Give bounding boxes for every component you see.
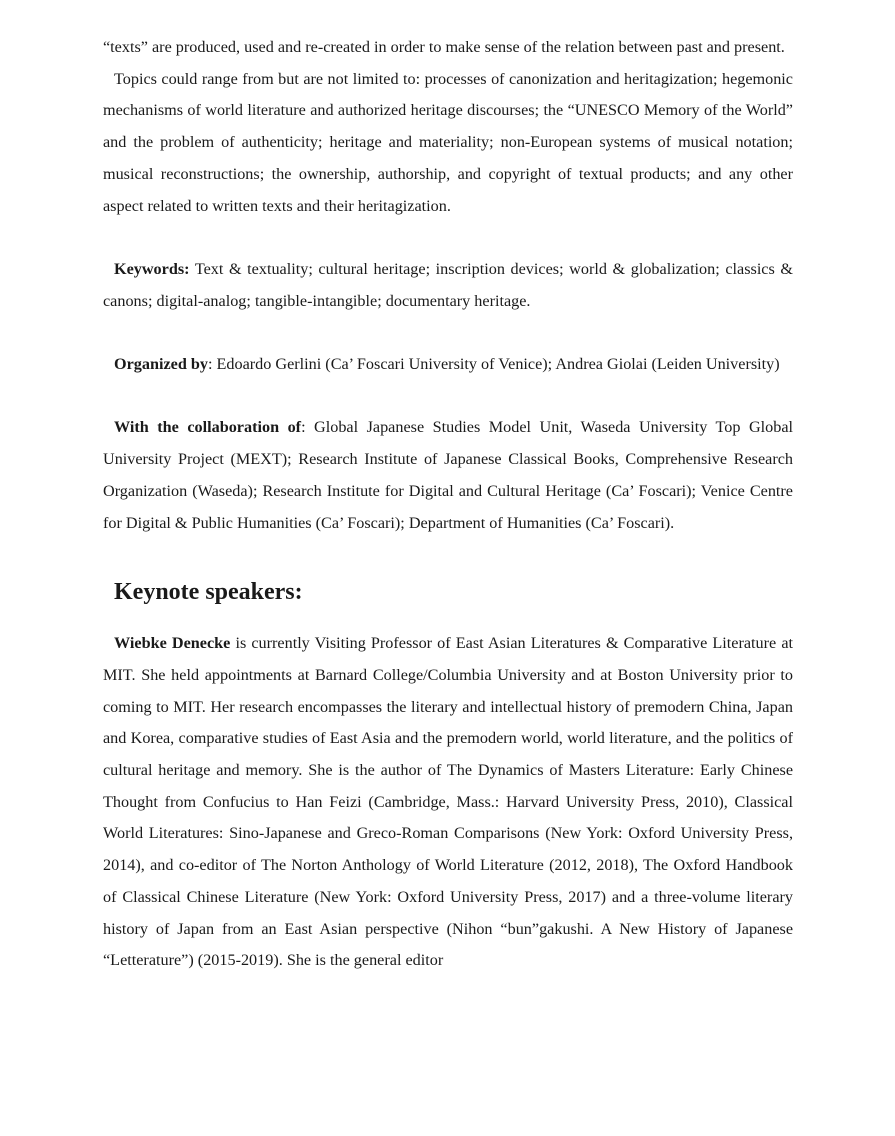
- keynote-speakers-heading: Keynote speakers:: [114, 579, 303, 606]
- organizers-text: : Edoardo Gerlini (Ca’ Foscari University of Venice); Andrea Giolai (Leiden University): [207, 355, 780, 373]
- speaker-bio-paragraph: [103, 628, 793, 977]
- collaboration-label: With the collaboration of: [114, 418, 302, 437]
- collaboration-text: : Global Japanese Studies Model Unit, Waseda University Top Global University Project (MEXT); Research Institute of Japanese Classical Books, Comprehensive Research Organization (Waseda); Research Institute for Digital and Cultural Heritage (Ca’ Foscari); Venice Centre for Digital & Public Humanities (Ca’ Foscari); Department of Humanities (Ca’ Foscari).: [103, 418, 794, 532]
- topics-paragraph: Topics could range from but are not limited to: processes of canonization and heritagization; hegemonic mechanisms of world literature and authorized heritage discourses; the “UNESCO Memory of the World” and the problem of authenticity; heritage and materiality; non-European systems of musical notation; musical reconstructions; the ownership, authorship, and copyright of textual products; and any other aspect related to written texts and their heritagization.: [103, 69, 793, 215]
- intro-paragraph-end: “texts” are produced, used and re-created in order to make sense of the relation between past and present.: [103, 38, 785, 56]
- organizers-label: Organized by: [114, 355, 208, 373]
- speaker-name: Wiebke Denecke: [114, 634, 231, 653]
- keywords-paragraph: [103, 254, 793, 317]
- document-page: [103, 32, 793, 977]
- organizers-paragraph: [103, 349, 793, 381]
- speaker-bio: is currently Visiting Professor of East Asian Literatures & Comparative Literature at MIT. She held appointments at Barnard College/Columbia University and at Boston University prior to coming to MIT. Her research encompasses the literary and intellectual history of premodern China, Japan and Korea, comparative studies of East Asia and the premodern world, world literature, and the politics of cultural heritage and memory. She is the author of The Dynamics of Masters Literature: Early Chinese Thought from Confucius to Han Feizi (Cambridge, Mass.: Harvard University Press, 2010), Classical World Literatures: Sino-Japanese and Greco-Roman Comparisons (New York: Oxford University Press, 2014), and co-editor of The Norton Anthology of World Literature (2012, 2018), The Oxford Handbook of Classical Chinese Literature (New York: Oxford University Press, 2017) and a three-volume literary history of Japan from an East Asian perspective (Nihon “bun”gakushi. A New History of Japanese “Letterature”) (2015-2019). She is the general editor: [103, 634, 793, 970]
- keywords-text: Text & textuality; cultural heritage; inscription devices; world & globalization; classics & canons; digital-analog; tangible-intangible; documentary heritage.: [103, 259, 793, 310]
- collaboration-paragraph: [103, 412, 793, 539]
- keywords-label: Keywords:: [114, 259, 190, 278]
